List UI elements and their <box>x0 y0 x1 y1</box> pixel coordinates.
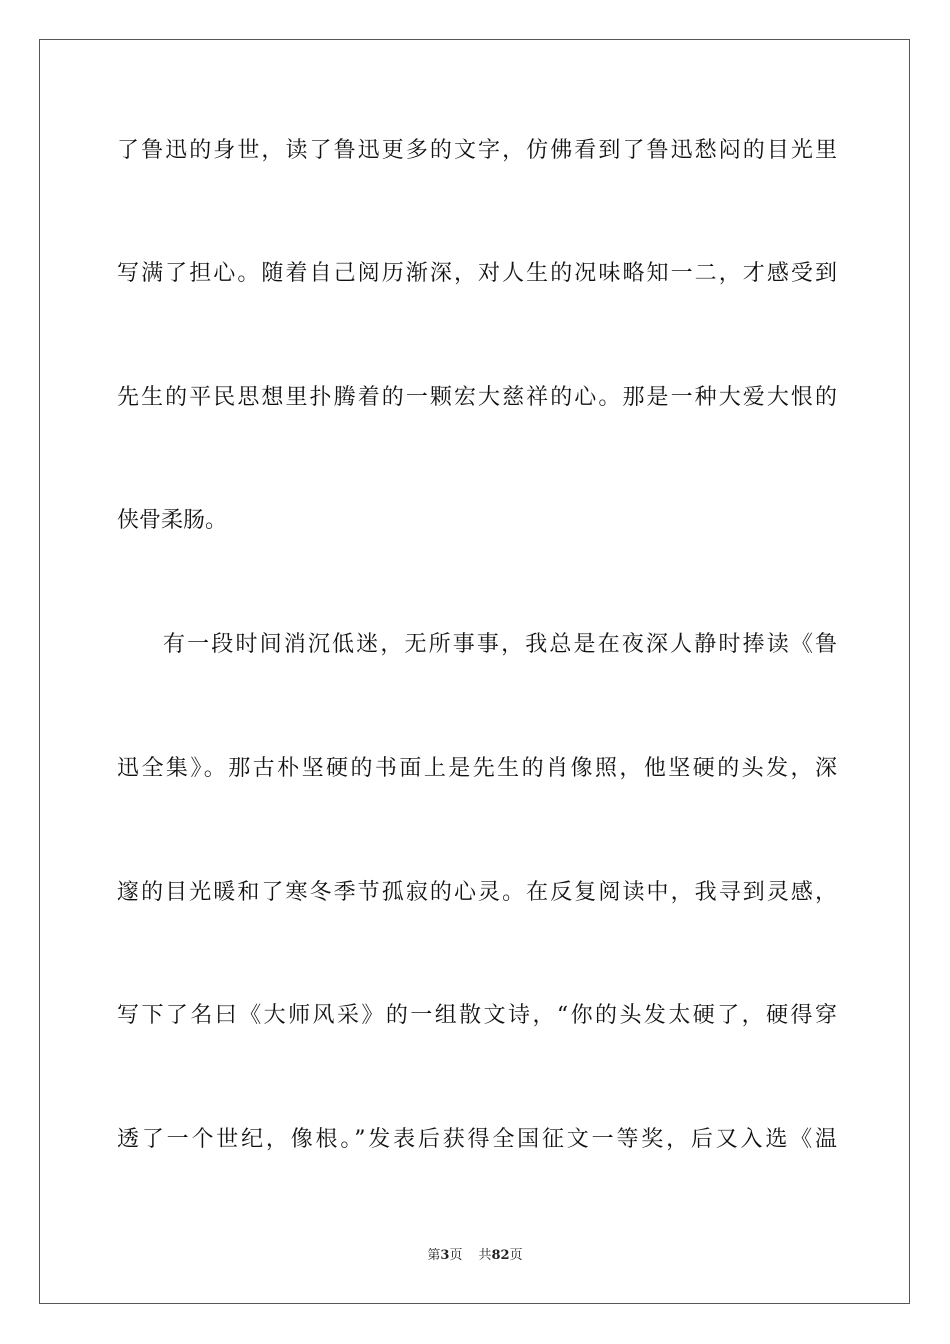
page-prefix: 第 <box>427 1248 441 1263</box>
paragraph-line: 迅全集》。那古朴坚硬的书面上是先生的肖像照，他坚硬的头发，深 <box>117 756 837 781</box>
paragraph-line: 透了一个世纪，像根。”发表后获得全国征文一等奖，后又入选《温 <box>117 1127 837 1152</box>
page-footer <box>0 1247 950 1265</box>
total-suffix: 页 <box>509 1248 523 1263</box>
page-number: 3 <box>440 1248 450 1263</box>
total-prefix: 共 <box>478 1248 492 1263</box>
paragraph-line: 写下了名曰《大师风采》的一组散文诗，“你的头发太硬了，硬得穿 <box>117 1003 837 1028</box>
paragraph-line: 写满了担心。随着自己阅历渐深，对人生的况味略知一二，才感受到 <box>117 261 837 286</box>
paragraph-line: 有一段时间消沉低迷，无所事事，我总是在夜深人静时捧读《鲁 <box>163 632 837 657</box>
paragraph-line: 侠骨柔肠。 <box>117 508 228 533</box>
page-suffix: 页 <box>449 1248 463 1263</box>
page-border <box>39 39 910 1304</box>
paragraph-line: 先生的平民思想里扑腾着的一颗宏大慈祥的心。那是一种大爱大恨的 <box>117 385 837 410</box>
total-pages: 82 <box>491 1248 510 1263</box>
paragraph-line: 邃的目光暖和了寒冬季节孤寂的心灵。在反复阅读中，我寻到灵感， <box>117 880 837 905</box>
paragraph-line: 了鲁迅的身世，读了鲁迅更多的文字，仿佛看到了鲁迅愁闷的目光里 <box>117 138 837 163</box>
